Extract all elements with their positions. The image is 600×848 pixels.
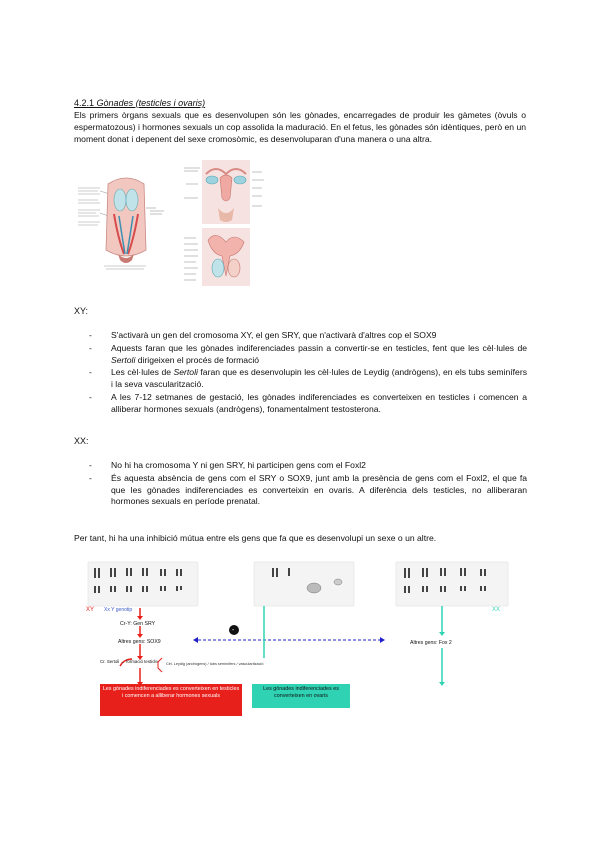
xx-tag: XX (492, 607, 501, 613)
xy-label: XY: (74, 306, 89, 316)
step-sertoli: Cr. Sertoli → formació testicle (100, 659, 158, 664)
step-sry: Cr-Y: Gen SRY (120, 621, 156, 627)
svg-text:-: - (232, 627, 235, 634)
list-item: - Les cèl·lules de Sertoli faran que es desenvolupin les cèl·lules de Leydig (andrògens), en els tubs seminífers i la seva vascularització. (89, 367, 527, 391)
section-title: Gònades (testicles i ovaris) (96, 98, 206, 108)
intro-paragraph: Els primers òrgans sexuals que es desenvolupen són les gònades, encarregades de produir les gàmetes (òvuls o espermatozous) i hormones sexuals un cop assolida la maduració. En el fetus, les gònades són idèntiques, però en un moment donat i depenent del sexe cromosòmic, es desenvoluparan d'una manera o una altra. (74, 110, 526, 144)
egg-icon (334, 579, 342, 585)
ovary-result-box: Les gònades indiferenciades es converteixen en ovaris (263, 686, 339, 699)
list-item: - És aquesta absència de gens com el SRY o SOX9, junt amb la presència de gens com el Foxl2, el que fa que les gònades indiferenciades es converteixin en ovaris. A diferència dels testicles, no alliberaran hormones sexuals en període prenatal. (89, 473, 527, 508)
conclusion-paragraph: Per tant, hi ha una inhibició mútua entre els gens que fa que es desenvolupi un sexe o un altre. (74, 533, 437, 543)
xx-bullet-list (89, 460, 527, 509)
list-item: - No hi ha cromosoma Y ni gen SRY, hi participen gens com el Foxl2 (89, 460, 527, 472)
sex-determination-diagram (74, 558, 524, 722)
section-number: 4.2.1 (74, 98, 95, 108)
leydig-note: Cèl. Leydig (andrògens) / tubs seminífers / vascularització (166, 662, 264, 666)
xx-label: XX: (74, 436, 89, 446)
adult-gonads-figure (182, 158, 274, 288)
list-item: - Aquests faran que les gònades indiferenciades passin a convertir-se en testicles, fent que les cèl·lules de Sertoli dirigeixen el procés de formació (89, 343, 527, 367)
sperm-icon (307, 583, 321, 593)
section-heading (74, 98, 205, 108)
step-sox9: Altres gens: SOX9 (118, 639, 161, 645)
testis-result-box: Les gònades indiferenciades es converteixen en testicles i comencen a alliberar hormones sexuals (102, 686, 240, 699)
xy-tag: XY (86, 607, 95, 613)
xx-genes: Altres gens: Fox 2 (410, 640, 452, 646)
xy-genotype: Xx Y genotip (104, 607, 133, 613)
xy-bullet-list (89, 330, 527, 417)
list-item: - A les 7-12 setmanes de gestació, les gònades indiferenciades es converteixen en testicles i comencen a alliberar hormones sexuals (andrògens), fonamentalment testosterona. (89, 392, 527, 416)
list-item: - S'activarà un gen del cromosoma XY, el gen SRY, que n'activarà d'altres cop el SOX9 (89, 330, 527, 342)
